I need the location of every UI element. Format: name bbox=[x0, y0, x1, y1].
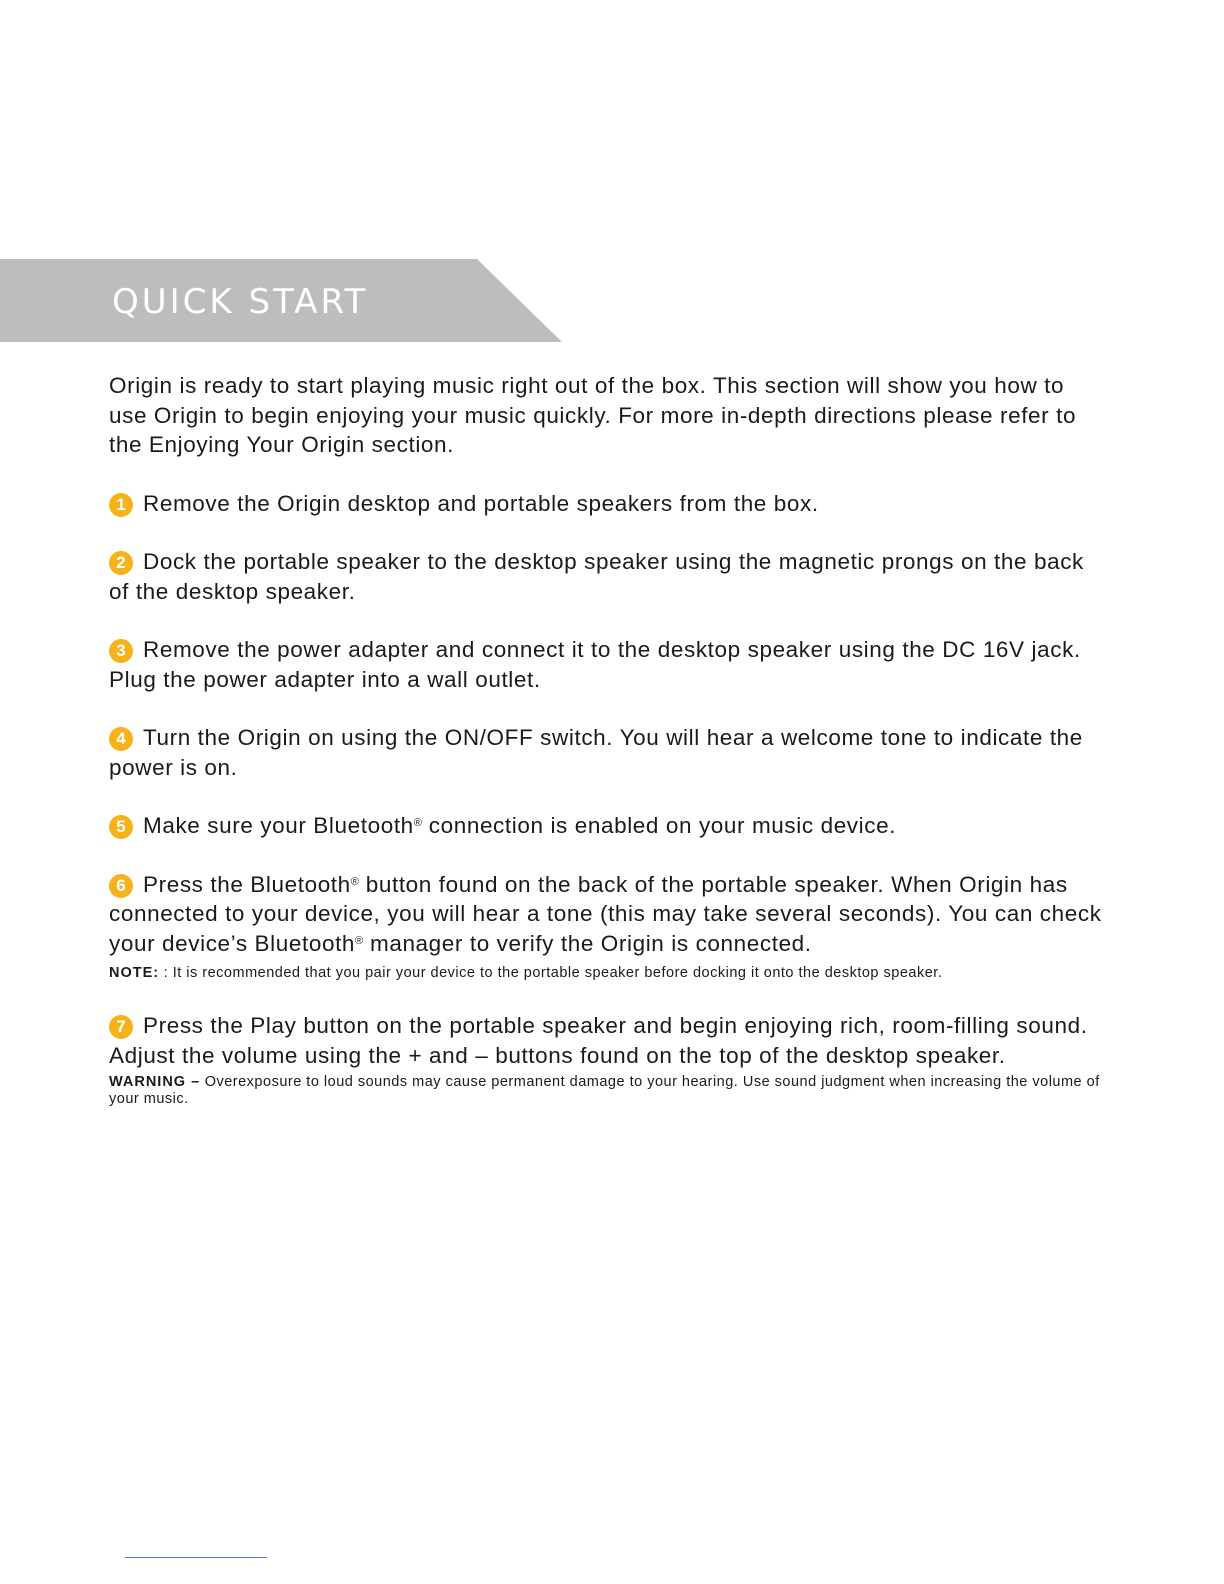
note-text: : It is recommended that you pair your device to the portable speaker before docking it onto the desktop speaker. bbox=[159, 965, 943, 981]
step-number-icon: 5 bbox=[109, 815, 133, 839]
step-text: Remove the Origin desktop and portable speakers from the box. bbox=[143, 490, 819, 516]
main-content bbox=[109, 371, 1109, 1108]
step-text: manager to verify the Origin is connected. bbox=[363, 930, 812, 956]
step-number-icon: 2 bbox=[109, 551, 133, 575]
step-text: Dock the portable speaker to the desktop speaker using the magnetic prongs on the back of the desktop speaker. bbox=[109, 549, 1084, 604]
warning bbox=[109, 1074, 1109, 1108]
step-1 bbox=[109, 489, 1109, 519]
step-text: Press the Bluetooth bbox=[143, 871, 351, 897]
step-text: Make sure your Bluetooth bbox=[143, 813, 414, 838]
registered-mark: ® bbox=[350, 875, 359, 888]
step-6 bbox=[109, 870, 1109, 959]
step-text: Press the Play button on the portable speaker and begin enjoying rich, room-filling sound. Adjust the volume using the + and – buttons found on the top of the desktop speaker. bbox=[109, 1013, 1088, 1068]
step-text: connection is enabled on your music device. bbox=[421, 813, 897, 838]
step-number-icon: 7 bbox=[109, 1015, 133, 1039]
step-text: Remove the power adapter and connect it to the desktop speaker using the DC 16V jack. Plug the power adapter into a wall outlet. bbox=[109, 637, 1081, 692]
note bbox=[109, 964, 1109, 982]
step-2 bbox=[109, 547, 1109, 606]
step-number-icon: 1 bbox=[109, 493, 133, 517]
step-number-icon: 3 bbox=[109, 639, 133, 663]
warning-text: Overexposure to loud sounds may cause permanent damage to your hearing. Use sound judgment when increasing the volume of your music. bbox=[109, 1074, 1100, 1107]
registered-mark: ® bbox=[413, 817, 422, 829]
step-4 bbox=[109, 723, 1109, 782]
footer-link-underline bbox=[125, 1557, 267, 1558]
page-title: QUICK START bbox=[112, 282, 369, 322]
registered-mark: ® bbox=[355, 934, 364, 947]
step-number-icon: 6 bbox=[109, 874, 133, 898]
step-text: Turn the Origin on using the ON/OFF switch. You will hear a welcome tone to indicate the power is on. bbox=[109, 725, 1083, 780]
intro-paragraph: Origin is ready to start playing music right out of the box. This section will show you how to use Origin to begin enjoying your music quickly. For more in-depth directions please refer to the Enjoying Your Origin section. bbox=[109, 373, 1077, 457]
step-7 bbox=[109, 1011, 1109, 1070]
step-5 bbox=[109, 811, 1109, 841]
warning-label: WARNING – bbox=[109, 1074, 201, 1090]
step-text: button found on the back of the portable speaker. When Origin has connected to your device, you will hear a tone (this may take several seconds). You can check your device’s Bluetooth bbox=[109, 871, 1102, 956]
step-3 bbox=[109, 635, 1109, 694]
note-label: NOTE: bbox=[109, 965, 160, 981]
step-number-icon: 4 bbox=[109, 727, 133, 751]
